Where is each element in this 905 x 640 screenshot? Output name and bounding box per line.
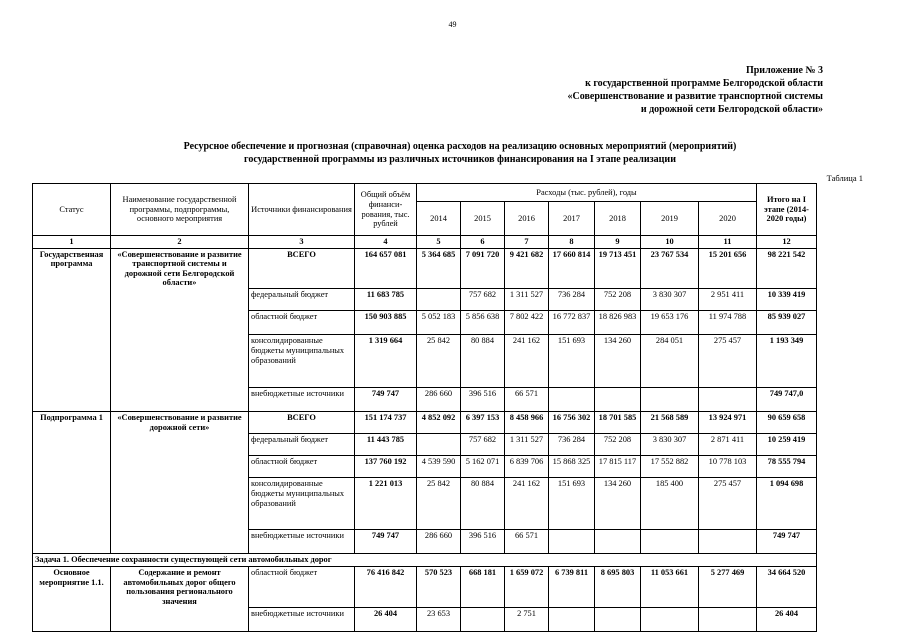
year-value-cell: 19 653 176 bbox=[641, 311, 699, 335]
year-value-cell: 736 284 bbox=[549, 434, 595, 456]
header-year: 2016 bbox=[505, 202, 549, 236]
appendix-block bbox=[503, 64, 823, 116]
year-value-cell: 185 400 bbox=[641, 478, 699, 530]
column-number: 6 bbox=[461, 236, 505, 249]
name-cell-continued bbox=[111, 311, 249, 335]
table-row bbox=[33, 311, 817, 335]
year-value-cell: 286 660 bbox=[417, 388, 461, 412]
table-row bbox=[33, 456, 817, 478]
status-cell: Государственная программа bbox=[33, 248, 111, 289]
name-cell: «Совершенствование и развитие транспортной системы и дорожной сети Белгородской области» bbox=[111, 248, 249, 289]
name-cell-continued bbox=[111, 335, 249, 388]
name-cell: Содержание и ремонт автомобильных дорог общего пользования регионального значения bbox=[111, 567, 249, 608]
itogo-cell: 1 193 349 bbox=[757, 335, 817, 388]
year-value-cell: 8 695 803 bbox=[595, 567, 641, 608]
year-value-cell: 284 051 bbox=[641, 335, 699, 388]
total-cell: 26 404 bbox=[355, 607, 417, 631]
table-row bbox=[33, 567, 817, 608]
year-value-cell: 25 842 bbox=[417, 478, 461, 530]
table-row bbox=[33, 388, 817, 412]
header-expenses: Расходы (тыс. рублей), годы bbox=[417, 184, 757, 202]
year-value-cell: 752 208 bbox=[595, 434, 641, 456]
itogo-cell: 26 404 bbox=[757, 607, 817, 631]
year-value-cell: 15 201 656 bbox=[699, 248, 757, 289]
column-number: 9 bbox=[595, 236, 641, 249]
year-value-cell bbox=[641, 530, 699, 554]
year-value-cell: 17 552 882 bbox=[641, 456, 699, 478]
year-value-cell bbox=[549, 388, 595, 412]
year-value-cell bbox=[417, 289, 461, 311]
year-value-cell bbox=[417, 434, 461, 456]
status-cell: Основное мероприятие 1.1. bbox=[33, 567, 111, 608]
appendix-line: и дорожной сети Белгородской области» bbox=[640, 104, 823, 115]
page-number: 49 bbox=[448, 20, 457, 29]
year-value-cell: 1 659 072 bbox=[505, 567, 549, 608]
header-year: 2015 bbox=[461, 202, 505, 236]
year-value-cell bbox=[595, 530, 641, 554]
year-value-cell: 5 856 638 bbox=[461, 311, 505, 335]
year-value-cell: 4 539 590 bbox=[417, 456, 461, 478]
year-value-cell: 21 568 589 bbox=[641, 412, 699, 434]
total-cell: 11 443 785 bbox=[355, 434, 417, 456]
total-cell: 150 903 885 bbox=[355, 311, 417, 335]
year-value-cell: 19 713 451 bbox=[595, 248, 641, 289]
year-value-cell: 18 701 585 bbox=[595, 412, 641, 434]
year-value-cell bbox=[699, 388, 757, 412]
itogo-cell: 34 664 520 bbox=[757, 567, 817, 608]
column-number: 7 bbox=[505, 236, 549, 249]
name-cell: «Совершенствование и развитие дорожной сети» bbox=[111, 412, 249, 434]
heading-line: Ресурсное обеспечение и прогнозная (справочная) оценка расходов на реализацию основных мероприятий (мероприятий) bbox=[183, 141, 737, 152]
year-value-cell bbox=[595, 607, 641, 631]
column-number: 1 bbox=[33, 236, 111, 249]
financing-table bbox=[32, 183, 817, 632]
column-number: 3 bbox=[249, 236, 355, 249]
year-value-cell: 18 826 983 bbox=[595, 311, 641, 335]
year-value-cell: 9 421 682 bbox=[505, 248, 549, 289]
year-value-cell: 3 830 307 bbox=[641, 434, 699, 456]
appendix-line: к государственной программе Белгородской области bbox=[585, 78, 823, 89]
year-value-cell: 16 772 837 bbox=[549, 311, 595, 335]
total-cell: 11 683 785 bbox=[355, 289, 417, 311]
year-value-cell: 3 830 307 bbox=[641, 289, 699, 311]
year-value-cell bbox=[641, 388, 699, 412]
year-value-cell: 7 802 422 bbox=[505, 311, 549, 335]
status-cell-continued bbox=[33, 289, 111, 311]
header-name: Наименование государственной программы, подпрограммы, основного мероприятия bbox=[111, 184, 249, 236]
year-value-cell: 6 739 811 bbox=[549, 567, 595, 608]
year-value-cell: 5 277 469 bbox=[699, 567, 757, 608]
year-value-cell: 5 364 685 bbox=[417, 248, 461, 289]
name-cell-continued bbox=[111, 289, 249, 311]
source-cell: ВСЕГО bbox=[249, 412, 355, 434]
column-number: 2 bbox=[111, 236, 249, 249]
year-value-cell: 275 457 bbox=[699, 478, 757, 530]
year-value-cell bbox=[641, 607, 699, 631]
source-cell: областной бюджет bbox=[249, 311, 355, 335]
name-cell-continued bbox=[111, 434, 249, 456]
year-value-cell: 11 053 661 bbox=[641, 567, 699, 608]
year-value-cell: 736 284 bbox=[549, 289, 595, 311]
year-value-cell: 11 974 788 bbox=[699, 311, 757, 335]
year-value-cell bbox=[549, 607, 595, 631]
year-value-cell: 8 458 966 bbox=[505, 412, 549, 434]
year-value-cell: 2 871 411 bbox=[699, 434, 757, 456]
year-value-cell: 134 260 bbox=[595, 478, 641, 530]
year-value-cell: 1 311 527 bbox=[505, 434, 549, 456]
year-value-cell bbox=[699, 530, 757, 554]
source-cell: федеральный бюджет bbox=[249, 434, 355, 456]
appendix-line: «Совершенствование и развитие транспортной системы bbox=[567, 91, 823, 102]
year-value-cell bbox=[699, 607, 757, 631]
itogo-cell: 78 555 794 bbox=[757, 456, 817, 478]
name-cell-continued bbox=[111, 530, 249, 554]
itogo-cell: 90 659 658 bbox=[757, 412, 817, 434]
header-year: 2014 bbox=[417, 202, 461, 236]
total-cell: 749 747 bbox=[355, 530, 417, 554]
header-year: 2018 bbox=[595, 202, 641, 236]
source-cell: областной бюджет bbox=[249, 567, 355, 608]
table-row bbox=[33, 412, 817, 434]
total-cell: 1 221 013 bbox=[355, 478, 417, 530]
header-sources: Источники финансирования bbox=[249, 184, 355, 236]
year-value-cell: 10 778 103 bbox=[699, 456, 757, 478]
name-cell-continued bbox=[111, 478, 249, 530]
status-cell-continued bbox=[33, 335, 111, 388]
year-value-cell: 668 181 bbox=[461, 567, 505, 608]
year-value-cell: 16 756 302 bbox=[549, 412, 595, 434]
year-value-cell: 6 397 153 bbox=[461, 412, 505, 434]
column-number: 10 bbox=[641, 236, 699, 249]
year-value-cell: 5 052 183 bbox=[417, 311, 461, 335]
source-cell: внебюджетные источники bbox=[249, 388, 355, 412]
status-cell-continued bbox=[33, 311, 111, 335]
header-status: Статус bbox=[33, 184, 111, 236]
year-value-cell: 23 653 bbox=[417, 607, 461, 631]
year-value-cell: 5 162 071 bbox=[461, 456, 505, 478]
appendix-title: Приложение № 3 bbox=[745, 65, 823, 76]
status-cell: Подпрограмма 1 bbox=[33, 412, 111, 434]
source-cell: федеральный бюджет bbox=[249, 289, 355, 311]
total-cell: 749 747 bbox=[355, 388, 417, 412]
year-value-cell: 2 751 bbox=[505, 607, 549, 631]
year-value-cell: 134 260 bbox=[595, 335, 641, 388]
year-value-cell: 757 682 bbox=[461, 289, 505, 311]
column-number: 8 bbox=[549, 236, 595, 249]
year-value-cell: 241 162 bbox=[505, 335, 549, 388]
year-value-cell: 4 852 092 bbox=[417, 412, 461, 434]
year-value-cell: 396 516 bbox=[461, 388, 505, 412]
status-cell-continued bbox=[33, 434, 111, 456]
year-value-cell: 23 767 534 bbox=[641, 248, 699, 289]
year-value-cell: 17 660 814 bbox=[549, 248, 595, 289]
year-value-cell: 17 815 117 bbox=[595, 456, 641, 478]
header-year: 2017 bbox=[549, 202, 595, 236]
year-value-cell: 151 693 bbox=[549, 335, 595, 388]
year-value-cell: 13 924 971 bbox=[699, 412, 757, 434]
year-value-cell: 66 571 bbox=[505, 530, 549, 554]
year-value-cell: 1 311 527 bbox=[505, 289, 549, 311]
task-row bbox=[33, 554, 817, 567]
status-cell-continued bbox=[33, 388, 111, 412]
year-value-cell: 25 842 bbox=[417, 335, 461, 388]
name-cell-continued bbox=[111, 388, 249, 412]
header-total: Общий объём финанси-рования, тыс. рублей bbox=[355, 184, 417, 236]
status-cell-continued bbox=[33, 530, 111, 554]
header-year: 2020 bbox=[699, 202, 757, 236]
year-value-cell: 241 162 bbox=[505, 478, 549, 530]
year-value-cell: 7 091 720 bbox=[461, 248, 505, 289]
total-cell: 151 174 737 bbox=[355, 412, 417, 434]
total-cell: 1 319 664 bbox=[355, 335, 417, 388]
itogo-cell: 10 339 419 bbox=[757, 289, 817, 311]
source-cell: консолидированные бюджеты муниципальных образований bbox=[249, 335, 355, 388]
column-number: 12 bbox=[757, 236, 817, 249]
source-cell: внебюджетные источники bbox=[249, 530, 355, 554]
itogo-cell: 98 221 542 bbox=[757, 248, 817, 289]
year-value-cell: 570 523 bbox=[417, 567, 461, 608]
header-year: 2019 bbox=[641, 202, 699, 236]
table-row bbox=[33, 248, 817, 289]
table-row bbox=[33, 335, 817, 388]
itogo-cell: 1 094 698 bbox=[757, 478, 817, 530]
itogo-cell: 749 747 bbox=[757, 530, 817, 554]
itogo-cell: 85 939 027 bbox=[757, 311, 817, 335]
year-value-cell: 275 457 bbox=[699, 335, 757, 388]
year-value-cell bbox=[461, 607, 505, 631]
year-value-cell bbox=[549, 530, 595, 554]
column-number: 5 bbox=[417, 236, 461, 249]
source-cell: ВСЕГО bbox=[249, 248, 355, 289]
year-value-cell: 6 839 706 bbox=[505, 456, 549, 478]
year-value-cell: 396 516 bbox=[461, 530, 505, 554]
table-caption: Таблица 1 bbox=[826, 173, 863, 183]
year-value-cell: 286 660 bbox=[417, 530, 461, 554]
itogo-cell: 10 259 419 bbox=[757, 434, 817, 456]
source-cell: областной бюджет bbox=[249, 456, 355, 478]
year-value-cell: 2 951 411 bbox=[699, 289, 757, 311]
table-row bbox=[33, 607, 817, 631]
task-heading: Задача 1. Обеспечение сохранности существующей сети автомобильных дорог bbox=[33, 554, 817, 567]
document-heading bbox=[100, 140, 820, 166]
header-itogo: Итого на I этапе (2014-2020 годы) bbox=[757, 184, 817, 236]
name-cell-continued bbox=[111, 607, 249, 631]
status-cell-continued bbox=[33, 478, 111, 530]
year-value-cell: 757 682 bbox=[461, 434, 505, 456]
table-row bbox=[33, 478, 817, 530]
year-value-cell: 151 693 bbox=[549, 478, 595, 530]
table-row bbox=[33, 289, 817, 311]
total-cell: 164 657 081 bbox=[355, 248, 417, 289]
year-value-cell bbox=[595, 388, 641, 412]
table-row bbox=[33, 530, 817, 554]
source-cell: внебюджетные источники bbox=[249, 607, 355, 631]
total-cell: 137 760 192 bbox=[355, 456, 417, 478]
name-cell-continued bbox=[111, 456, 249, 478]
table-row bbox=[33, 434, 817, 456]
year-value-cell: 15 868 325 bbox=[549, 456, 595, 478]
status-cell-continued bbox=[33, 607, 111, 631]
year-value-cell: 66 571 bbox=[505, 388, 549, 412]
total-cell: 76 416 842 bbox=[355, 567, 417, 608]
status-cell-continued bbox=[33, 456, 111, 478]
column-number: 4 bbox=[355, 236, 417, 249]
source-cell: консолидированные бюджеты муниципальных образований bbox=[249, 478, 355, 530]
year-value-cell: 752 208 bbox=[595, 289, 641, 311]
year-value-cell: 80 884 bbox=[461, 335, 505, 388]
year-value-cell: 80 884 bbox=[461, 478, 505, 530]
heading-line: государственной программы из различных источников финансирования на I этапе реализации bbox=[244, 154, 676, 165]
column-number: 11 bbox=[699, 236, 757, 249]
itogo-cell: 749 747,0 bbox=[757, 388, 817, 412]
